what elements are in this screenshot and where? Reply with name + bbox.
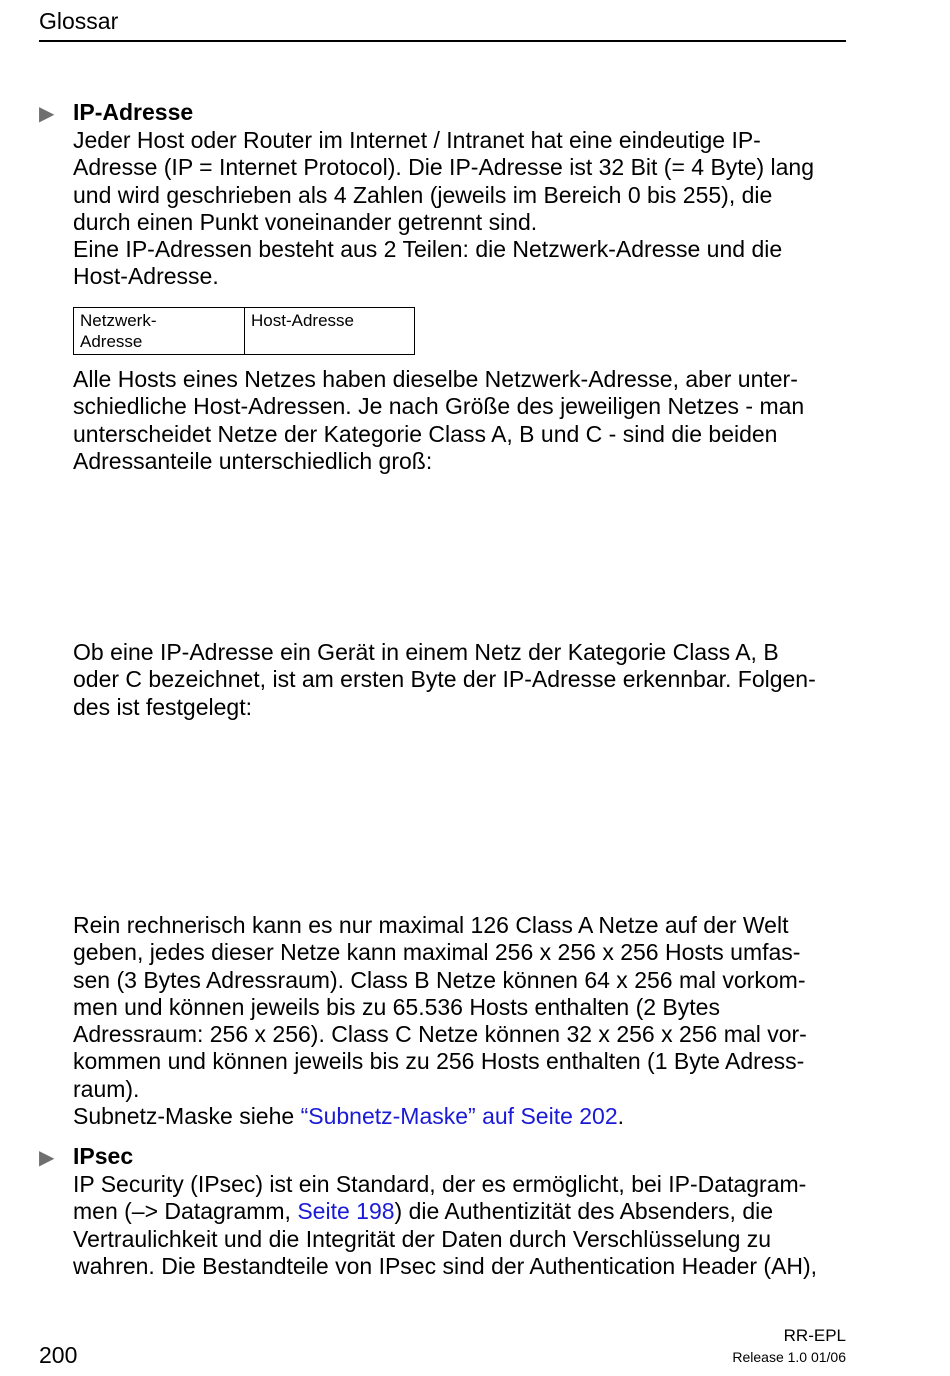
cell-text-line: Adresse xyxy=(80,332,143,351)
text-line: Adressraum: 256 x 256). Class C Netze können 32 x 256 x 256 mal vor- xyxy=(73,1021,807,1048)
page-number: 200 xyxy=(39,1342,78,1368)
entry-marker-icon: ▶ xyxy=(39,1147,55,1169)
text-line: Jeder Host oder Router im Internet / Intranet hat eine eindeutige IP- xyxy=(73,127,761,153)
text-line: Vertraulichkeit und die Integrität der Daten durch Verschlüsselung zu xyxy=(73,1225,772,1252)
class-detection-paragraph xyxy=(73,639,848,721)
entry-marker-icon: ▶ xyxy=(39,103,55,125)
text-line: raum). xyxy=(73,1075,140,1102)
text-line: des ist festgelegt: xyxy=(73,693,252,720)
cell-text-line: Netzwerk- xyxy=(80,311,157,330)
text-line xyxy=(73,1198,848,1225)
text-line: geben, jedes dieser Netze kann maximal 256 x 256 x 256 Hosts umfas- xyxy=(73,939,801,966)
subnet-reference-line xyxy=(73,1103,848,1130)
text-line: oder C bezeichnet, ist am ersten Byte der IP-Adresse erkennbar. Folgen- xyxy=(73,666,816,693)
text-line: Rein rechnerisch kann es nur maximal 126 Class A Netze auf der Welt xyxy=(73,912,789,938)
text-line: IP Security (IPsec) ist ein Standard, der es ermöglicht, bei IP-Datagram- xyxy=(73,1171,807,1197)
subnet-reference-suffix: . xyxy=(617,1103,625,1130)
text-line: und wird geschrieben als 4 Zahlen (jeweils im Bereich 0 bis 255), die xyxy=(73,181,773,208)
text-line: Ob eine IP-Adresse ein Gerät in einem Netz der Kategorie Class A, B xyxy=(73,639,779,665)
text-line: men und können jeweils bis zu 65.536 Hosts enthalten (2 Bytes xyxy=(73,993,720,1020)
text-line: kommen und können jeweils bis zu 256 Hosts enthalten (1 Byte Adress- xyxy=(73,1048,805,1075)
class-capacity-paragraph xyxy=(73,912,848,1130)
subnet-mask-link[interactable]: “Subnetz-Maske” auf Seite 202 xyxy=(300,1103,618,1130)
text-line: sen (3 Bytes Adressraum). Class B Netze können 64 x 256 mal vorkom- xyxy=(73,966,806,993)
page-header-title: Glossar xyxy=(39,8,119,34)
text-line: Host-Adresse. xyxy=(73,263,219,290)
ipsec-definition xyxy=(73,1171,848,1280)
text-line: Alle Hosts eines Netzes haben dieselbe Netzwerk-Adresse, aber unter- xyxy=(73,366,798,392)
release-info: Release 1.0 01/06 xyxy=(732,1349,846,1365)
text-line: Adressanteile unterschiedlich groß: xyxy=(73,447,433,474)
datagram-reference-prefix: men (–> Datagramm, xyxy=(73,1198,298,1225)
term-ip-adresse: IP-Adresse xyxy=(73,99,194,125)
datagram-page-link[interactable]: Seite 198 xyxy=(297,1198,395,1225)
header-divider xyxy=(39,40,846,42)
text-line: durch einen Punkt voneinander getrennt sind. xyxy=(73,208,538,235)
table-row xyxy=(74,308,415,355)
host-network-paragraph xyxy=(73,366,848,475)
text-line: schiedliche Host-Adressen. Je nach Größe des jeweiligen Netzes - man xyxy=(73,393,805,420)
term-ipsec: IPsec xyxy=(73,1143,134,1169)
network-address-cell xyxy=(74,308,245,355)
document-code: RR-EPL xyxy=(783,1326,846,1345)
address-structure-table xyxy=(73,307,415,355)
text-line: wahren. Die Bestandteile von IPsec sind der Authentication Header (AH), xyxy=(73,1252,818,1279)
datagram-reference-suffix: ) die Authentizität des Absenders, die xyxy=(394,1198,774,1225)
ip-adresse-definition xyxy=(73,127,848,291)
text-line: unterscheidet Netze der Kategorie Class A, B und C - sind die beiden xyxy=(73,420,778,447)
host-address-cell: Host-Adresse xyxy=(245,308,415,355)
subnet-reference-prefix: Subnetz-Maske siehe xyxy=(73,1103,301,1130)
text-line: Eine IP-Adressen besteht aus 2 Teilen: die Netzwerk-Adresse und die xyxy=(73,236,783,263)
text-line: Adresse (IP = Internet Protocol). Die IP-Adresse ist 32 Bit (= 4 Byte) lang xyxy=(73,154,815,181)
